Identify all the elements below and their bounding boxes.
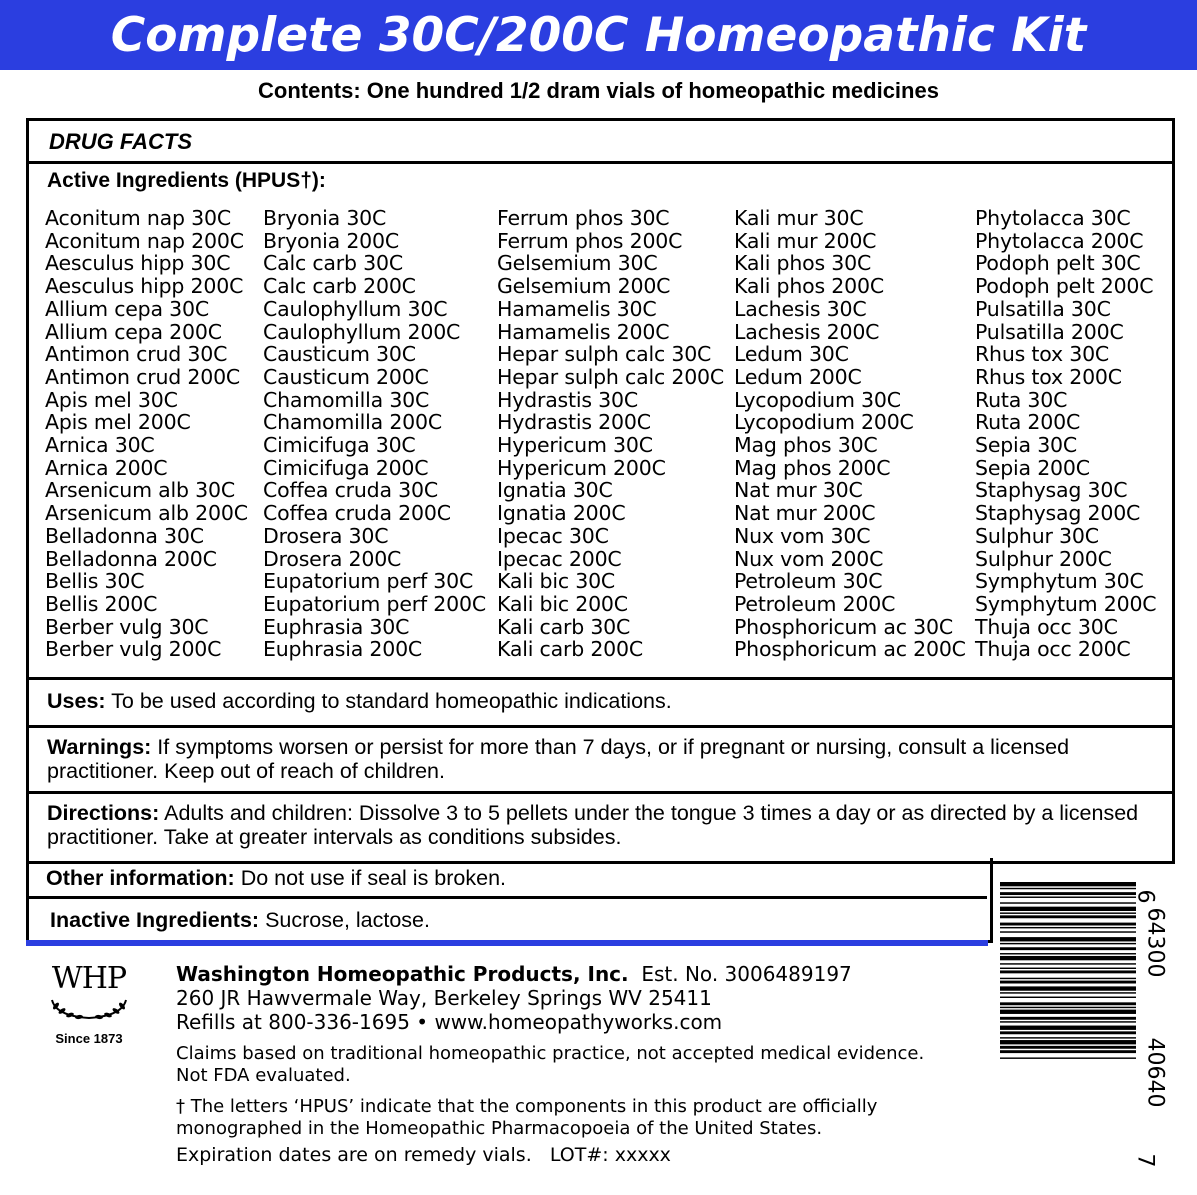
barcode-digit-start: 7 <box>1132 1153 1158 1168</box>
divider <box>29 677 1172 680</box>
directions-label: Directions: <box>47 801 160 825</box>
barcode-bar <box>1000 997 1136 998</box>
barcode-bar <box>1000 943 1136 944</box>
ingredient-item: Nux vom 30C <box>734 523 871 548</box>
ingredient-item: Podoph pelt 30C <box>975 251 1141 276</box>
ingredients-column-4 <box>734 207 966 661</box>
ingredient-item: Ferrum phos 30C <box>497 206 670 230</box>
barcode-bar <box>1000 953 1136 954</box>
ingredient-item: Aconitum nap 30C <box>45 206 231 230</box>
ingredient-item: Gelsemium 30C <box>497 251 658 276</box>
barcode-bar <box>1000 963 1136 964</box>
barcode-bar <box>1000 981 1136 984</box>
barcode-bar <box>1000 1031 1136 1034</box>
ingredient-item: Hamamelis 30C <box>497 296 657 321</box>
ingredient-item: Mag phos 200C <box>734 455 891 480</box>
divider <box>29 161 1172 164</box>
inactive-ingredients-section <box>50 908 1160 932</box>
ingredient-item: Petroleum 200C <box>734 591 896 616</box>
ingredient-item: Nat mur 30C <box>734 478 863 503</box>
ingredient-item: Belladonna 30C <box>45 523 204 548</box>
ingredient-item: Rhus tox 200C <box>975 364 1122 389</box>
barcode-digits-right: 64300 <box>1142 907 1168 978</box>
ingredient-item: Ignatia 200C <box>497 501 626 526</box>
ingredient-item: Hypericum 30C <box>497 433 653 458</box>
ingredient-item: Kali carb 200C <box>497 637 643 662</box>
claims-disclaimer <box>176 1043 924 1087</box>
upc-barcode <box>1000 880 1140 1175</box>
ingredient-item: Hepar sulph calc 30C <box>497 342 712 367</box>
ingredient-item: Hamamelis 200C <box>497 319 670 344</box>
ingredient-item: Kali phos 30C <box>734 251 872 276</box>
barcode-bar <box>1000 947 1136 950</box>
divider <box>29 791 1172 794</box>
ingredient-item: Bryonia 30C <box>263 206 387 230</box>
footnote-line-2: monographed in the Homeopathic Pharmacopoeia of the United States. <box>176 1118 823 1139</box>
ingredient-item: Berber vulg 200C <box>45 637 222 662</box>
ingredient-item: Hydrastis 200C <box>497 410 651 435</box>
ingredient-item: Symphytum 30C <box>975 569 1144 594</box>
blue-divider-bar <box>26 940 988 946</box>
ingredient-item: Cimicifuga 30C <box>263 433 416 458</box>
ingredient-item: Phosphoricum ac 200C <box>734 637 966 662</box>
ingredient-item: Calc carb 30C <box>263 251 403 276</box>
ingredient-item: Bellis 200C <box>45 591 158 616</box>
uses-text: To be used according to standard homeopathic indications. <box>105 689 672 713</box>
barcode-bar <box>1000 1007 1136 1008</box>
ingredient-item: Sepia 30C <box>975 433 1078 458</box>
claims-line-1: Claims based on traditional homeopathic practice, not accepted medical evidence. <box>176 1043 925 1064</box>
ingredient-item: Lycopodium 30C <box>734 387 901 412</box>
ingredient-item: Ferrum phos 200C <box>497 228 683 253</box>
ingredient-item: Cimicifuga 200C <box>263 455 429 480</box>
ingredient-item: Kali mur 30C <box>734 206 864 230</box>
ingredient-item: Ipecac 200C <box>497 546 622 571</box>
barcode-bar <box>1000 1021 1136 1022</box>
ingredient-item: Arnica 30C <box>45 433 155 458</box>
ingredient-item: Berber vulg 30C <box>45 614 209 639</box>
ingredient-item: Ignatia 30C <box>497 478 613 503</box>
logo-since: Since 1873 <box>55 1031 123 1046</box>
ingredient-item: Lycopodium 200C <box>734 410 914 435</box>
company-name: Washington Homeopathic Products, Inc. <box>176 962 629 986</box>
barcode-bar <box>1000 956 1136 960</box>
claims-line-2: Not FDA evaluated. <box>176 1065 351 1086</box>
barcode-bar <box>1000 937 1136 941</box>
barcode-bar <box>1000 992 1136 993</box>
ingredient-item: Euphrasia 30C <box>263 614 410 639</box>
ingredient-item: Euphrasia 200C <box>263 637 423 662</box>
barcode-digits-left: 40640 <box>1142 1037 1168 1108</box>
ingredient-item: Thuja occ 200C <box>975 637 1131 662</box>
drug-facts-panel <box>26 118 1175 864</box>
barcode-bar <box>1000 923 1136 926</box>
barcode-bar <box>1000 897 1136 898</box>
barcode-bar <box>1000 1050 1136 1053</box>
logo-letters: WHP <box>51 961 127 996</box>
barcode-bar <box>1000 912 1136 913</box>
divider <box>29 725 1172 728</box>
directions-text: Adults and children: Dissolve 3 to 5 pellets under the tongue 3 times a day or as directed by a licensed practitioner. Take at greater intervals as conditions subsides. <box>47 801 1139 849</box>
ingredient-item: Eupatorium perf 200C <box>263 591 486 616</box>
expiry-text: Expiration dates are on remedy vials. <box>176 1144 532 1166</box>
lot-number: LOT#: xxxxx <box>549 1144 671 1166</box>
ingredient-item: Ipecac 30C <box>497 523 609 548</box>
barcode-bar <box>1000 978 1136 979</box>
ingredient-item: Nux vom 200C <box>734 546 884 571</box>
ingredient-item: Staphysag 30C <box>975 478 1128 503</box>
ingredient-item: Staphysag 200C <box>975 501 1141 526</box>
ingredient-item: Coffea cruda 200C <box>263 501 451 526</box>
ingredient-item: Aesculus hipp 200C <box>45 274 244 299</box>
ingredient-item: Caulophyllum 200C <box>263 319 461 344</box>
ingredient-item: Mag phos 30C <box>734 433 878 458</box>
ingredient-item: Lachesis 30C <box>734 296 867 321</box>
inactive-ingredients-text: Sucrose, lactose. <box>259 908 430 932</box>
barcode-bar <box>1000 931 1136 932</box>
inactive-ingredients-label: Inactive Ingredients: <box>50 908 260 932</box>
establishment-number: Est. No. 3006489197 <box>641 962 852 986</box>
refills-line: Refills at 800-336-1695 • www.homeopathyworks.com <box>176 1010 723 1034</box>
barcode-bar <box>1000 1037 1136 1038</box>
other-information-label: Other information: <box>46 866 235 890</box>
drug-facts-heading: DRUG FACTS <box>49 129 192 154</box>
expiry-line <box>176 1144 671 1166</box>
ingredient-item: Antimon crud 30C <box>45 342 228 367</box>
uses-section <box>47 689 1157 713</box>
ingredient-item: Nat mur 200C <box>734 501 876 526</box>
barcode-bar <box>1000 1010 1136 1014</box>
barcode-bar <box>1000 1046 1136 1049</box>
ingredient-item: Kali bic 200C <box>497 591 628 616</box>
ingredient-item: Hydrastis 30C <box>497 387 638 412</box>
ingredient-item: Phytolacca 30C <box>975 206 1131 230</box>
ingredients-column-2 <box>263 207 486 661</box>
ingredient-item: Ledum 30C <box>734 342 849 367</box>
ingredient-item: Pulsatilla 200C <box>975 319 1124 344</box>
ingredients-column-3 <box>497 207 724 661</box>
ingredients-column-1 <box>45 207 248 661</box>
ingredient-item: Hypericum 200C <box>497 455 666 480</box>
barcode-bar <box>1000 915 1136 918</box>
barcode-bar <box>1000 970 1136 973</box>
barcode-bar <box>1000 882 1136 886</box>
company-info <box>176 962 852 1034</box>
ingredient-item: Petroleum 30C <box>734 569 883 594</box>
ingredients-column-5 <box>975 207 1156 661</box>
divider <box>26 896 987 899</box>
barcode-bar <box>1000 1017 1136 1020</box>
hpus-footnote <box>176 1096 877 1140</box>
ingredient-item: Lachesis 200C <box>734 319 880 344</box>
barcode-bar <box>1000 986 1136 990</box>
barcode-bar <box>1000 902 1136 903</box>
ingredient-item: Arsenicum alb 200C <box>45 501 248 526</box>
ingredient-item: Bryonia 200C <box>263 228 399 253</box>
barcode-bar <box>1000 1040 1136 1044</box>
ingredient-item: Causticum 200C <box>263 364 429 389</box>
ingredient-item: Kali carb 30C <box>497 614 631 639</box>
product-title: Complete 30C/200C Homeopathic Kit <box>110 8 1087 63</box>
barcode-bar <box>1000 927 1136 928</box>
ingredient-item: Sepia 200C <box>975 455 1090 480</box>
other-information-section <box>46 866 1156 890</box>
ingredient-item: Kali bic 30C <box>497 569 616 594</box>
barcode-bar <box>1000 1026 1136 1030</box>
barcode-digits <box>1132 880 1168 1175</box>
other-information-text: Do not use if seal is broken. <box>234 866 506 890</box>
product-title-banner <box>0 0 1197 70</box>
ingredient-item: Arsenicum alb 30C <box>45 478 235 503</box>
barcode-bar <box>1000 968 1136 969</box>
ingredient-item: Belladonna 200C <box>45 546 217 571</box>
ingredient-item: Coffea cruda 30C <box>263 478 438 503</box>
uses-label: Uses: <box>47 689 106 713</box>
warnings-section <box>47 735 1157 783</box>
contents-line: Contents: One hundred 1/2 dram vials of homeopathic medicines <box>258 78 939 103</box>
ingredient-item: Eupatorium perf 30C <box>263 569 474 594</box>
ingredient-item: Pulsatilla 30C <box>975 296 1111 321</box>
ingredient-item: Thuja occ 30C <box>975 614 1118 639</box>
ingredient-item: Kali phos 200C <box>734 274 884 299</box>
barcode-bar <box>1000 888 1136 889</box>
ingredient-item: Caulophyllum 30C <box>263 296 448 321</box>
warnings-label: Warnings: <box>47 735 152 759</box>
barcode-bar <box>1000 1057 1136 1058</box>
barcode-bar <box>1000 892 1136 895</box>
ingredient-item: Apis mel 30C <box>45 387 178 412</box>
ingredient-item: Rhus tox 30C <box>975 342 1110 367</box>
ingredient-item: Phosphoricum ac 30C <box>734 614 953 639</box>
ingredient-item: Arnica 200C <box>45 455 168 480</box>
ingredient-item: Drosera 200C <box>263 546 402 571</box>
ingredient-item: Kali mur 200C <box>734 228 877 253</box>
ingredient-item: Phytolacca 200C <box>975 228 1144 253</box>
ingredient-item: Podoph pelt 200C <box>975 274 1154 299</box>
ingredient-item: Sulphur 30C <box>975 523 1099 548</box>
ingredient-item: Allium cepa 200C <box>45 319 222 344</box>
barcode-digit-end: 6 <box>1132 889 1158 904</box>
footnote-line-1: † The letters ‘HPUS’ indicate that the components in this product are officially <box>176 1096 878 1117</box>
ingredient-item: Ruta 200C <box>975 410 1081 435</box>
ingredient-item: Calc carb 200C <box>263 274 416 299</box>
ingredient-item: Drosera 30C <box>263 523 389 548</box>
ingredient-item: Allium cepa 30C <box>45 296 209 321</box>
ingredient-item: Aconitum nap 200C <box>45 228 244 253</box>
ingredient-item: Chamomilla 30C <box>263 387 430 412</box>
ingredient-item: Antimon crud 200C <box>45 364 241 389</box>
directions-section <box>47 801 1167 849</box>
ingredient-item: Symphytum 200C <box>975 591 1157 616</box>
barcode-bar <box>1000 907 1136 911</box>
warnings-text: If symptoms worsen or persist for more than 7 days, or if pregnant or nursing, consult a licensed practitioner. Keep out of reach of children. <box>47 735 1070 783</box>
company-address: 260 JR Hawvermale Way, Berkeley Springs WV 25411 <box>176 986 712 1010</box>
barcode-bar <box>1000 1002 1136 1005</box>
laurel-wreath-icon <box>44 996 134 1022</box>
ingredient-item: Gelsemium 200C <box>497 274 671 299</box>
ingredient-item: Chamomilla 200C <box>263 410 442 435</box>
active-ingredients-heading: Active Ingredients (HPUS†): <box>47 169 326 192</box>
whp-logo <box>44 962 134 1046</box>
ingredient-item: Causticum 30C <box>263 342 416 367</box>
ingredient-item: Ruta 30C <box>975 387 1068 412</box>
ingredient-item: Hepar sulph calc 200C <box>497 364 724 389</box>
ingredient-item: Sulphur 200C <box>975 546 1112 571</box>
ingredient-item: Bellis 30C <box>45 569 145 594</box>
ingredient-item: Apis mel 200C <box>45 410 191 435</box>
ingredient-item: Ledum 200C <box>734 364 862 389</box>
ingredient-item: Aesculus hipp 30C <box>45 251 231 276</box>
